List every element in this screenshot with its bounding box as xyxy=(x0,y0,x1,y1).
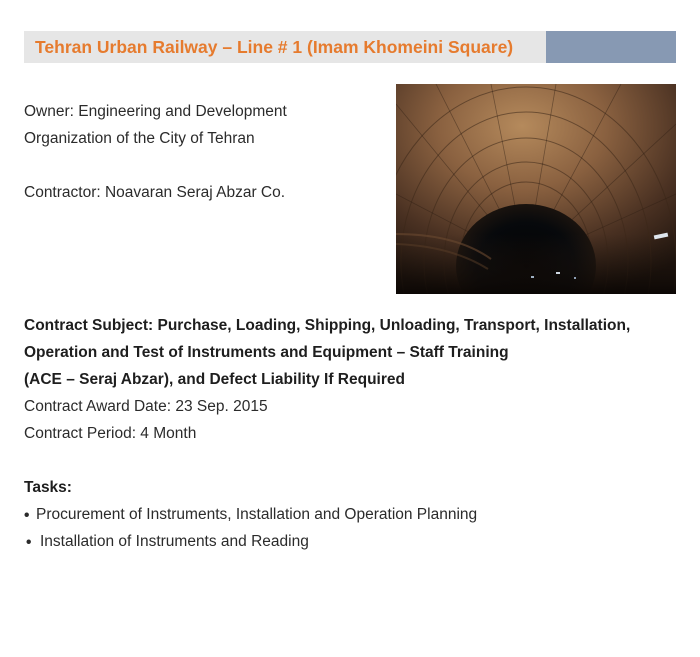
project-info xyxy=(24,98,384,206)
task-item xyxy=(24,501,694,528)
bullet-icon: • xyxy=(24,507,30,524)
task-item xyxy=(24,528,694,555)
contract-subject-line-1: Contract Subject: Purchase, Loading, Shipping, Unloading, Transport, Installation, xyxy=(24,317,631,334)
task-list xyxy=(24,501,694,555)
tunnel-photo-graphic xyxy=(396,84,676,294)
owner-line-1: Owner: Engineering and Development xyxy=(24,103,287,120)
tunnel-photo xyxy=(396,84,676,294)
tasks-heading: Tasks: xyxy=(24,479,72,496)
owner-line-2: Organization of the City of Tehran xyxy=(24,130,255,147)
contract-subject-line-2: Operation and Test of Instruments and Equipment – Staff Training xyxy=(24,344,509,361)
title-accent-block xyxy=(546,31,676,63)
contract-subject-line-3: (ACE – Seraj Abzar), and Defect Liability If Required xyxy=(24,371,405,388)
contract-award-date: Contract Award Date: 23 Sep. 2015 xyxy=(24,398,268,415)
title-bar xyxy=(24,31,676,63)
contract-details xyxy=(24,312,694,555)
task-text: Procurement of Instruments, Installation and Operation Planning xyxy=(36,506,478,523)
contractor-line: Contractor: Noavaran Seraj Abzar Co. xyxy=(24,184,286,201)
contract-period: Contract Period: 4 Month xyxy=(24,425,197,442)
bullet-icon: • xyxy=(26,534,32,551)
page-title: Tehran Urban Railway – Line # 1 (Imam Khomeini Square) xyxy=(35,37,514,57)
task-text: Installation of Instruments and Reading xyxy=(40,533,309,550)
